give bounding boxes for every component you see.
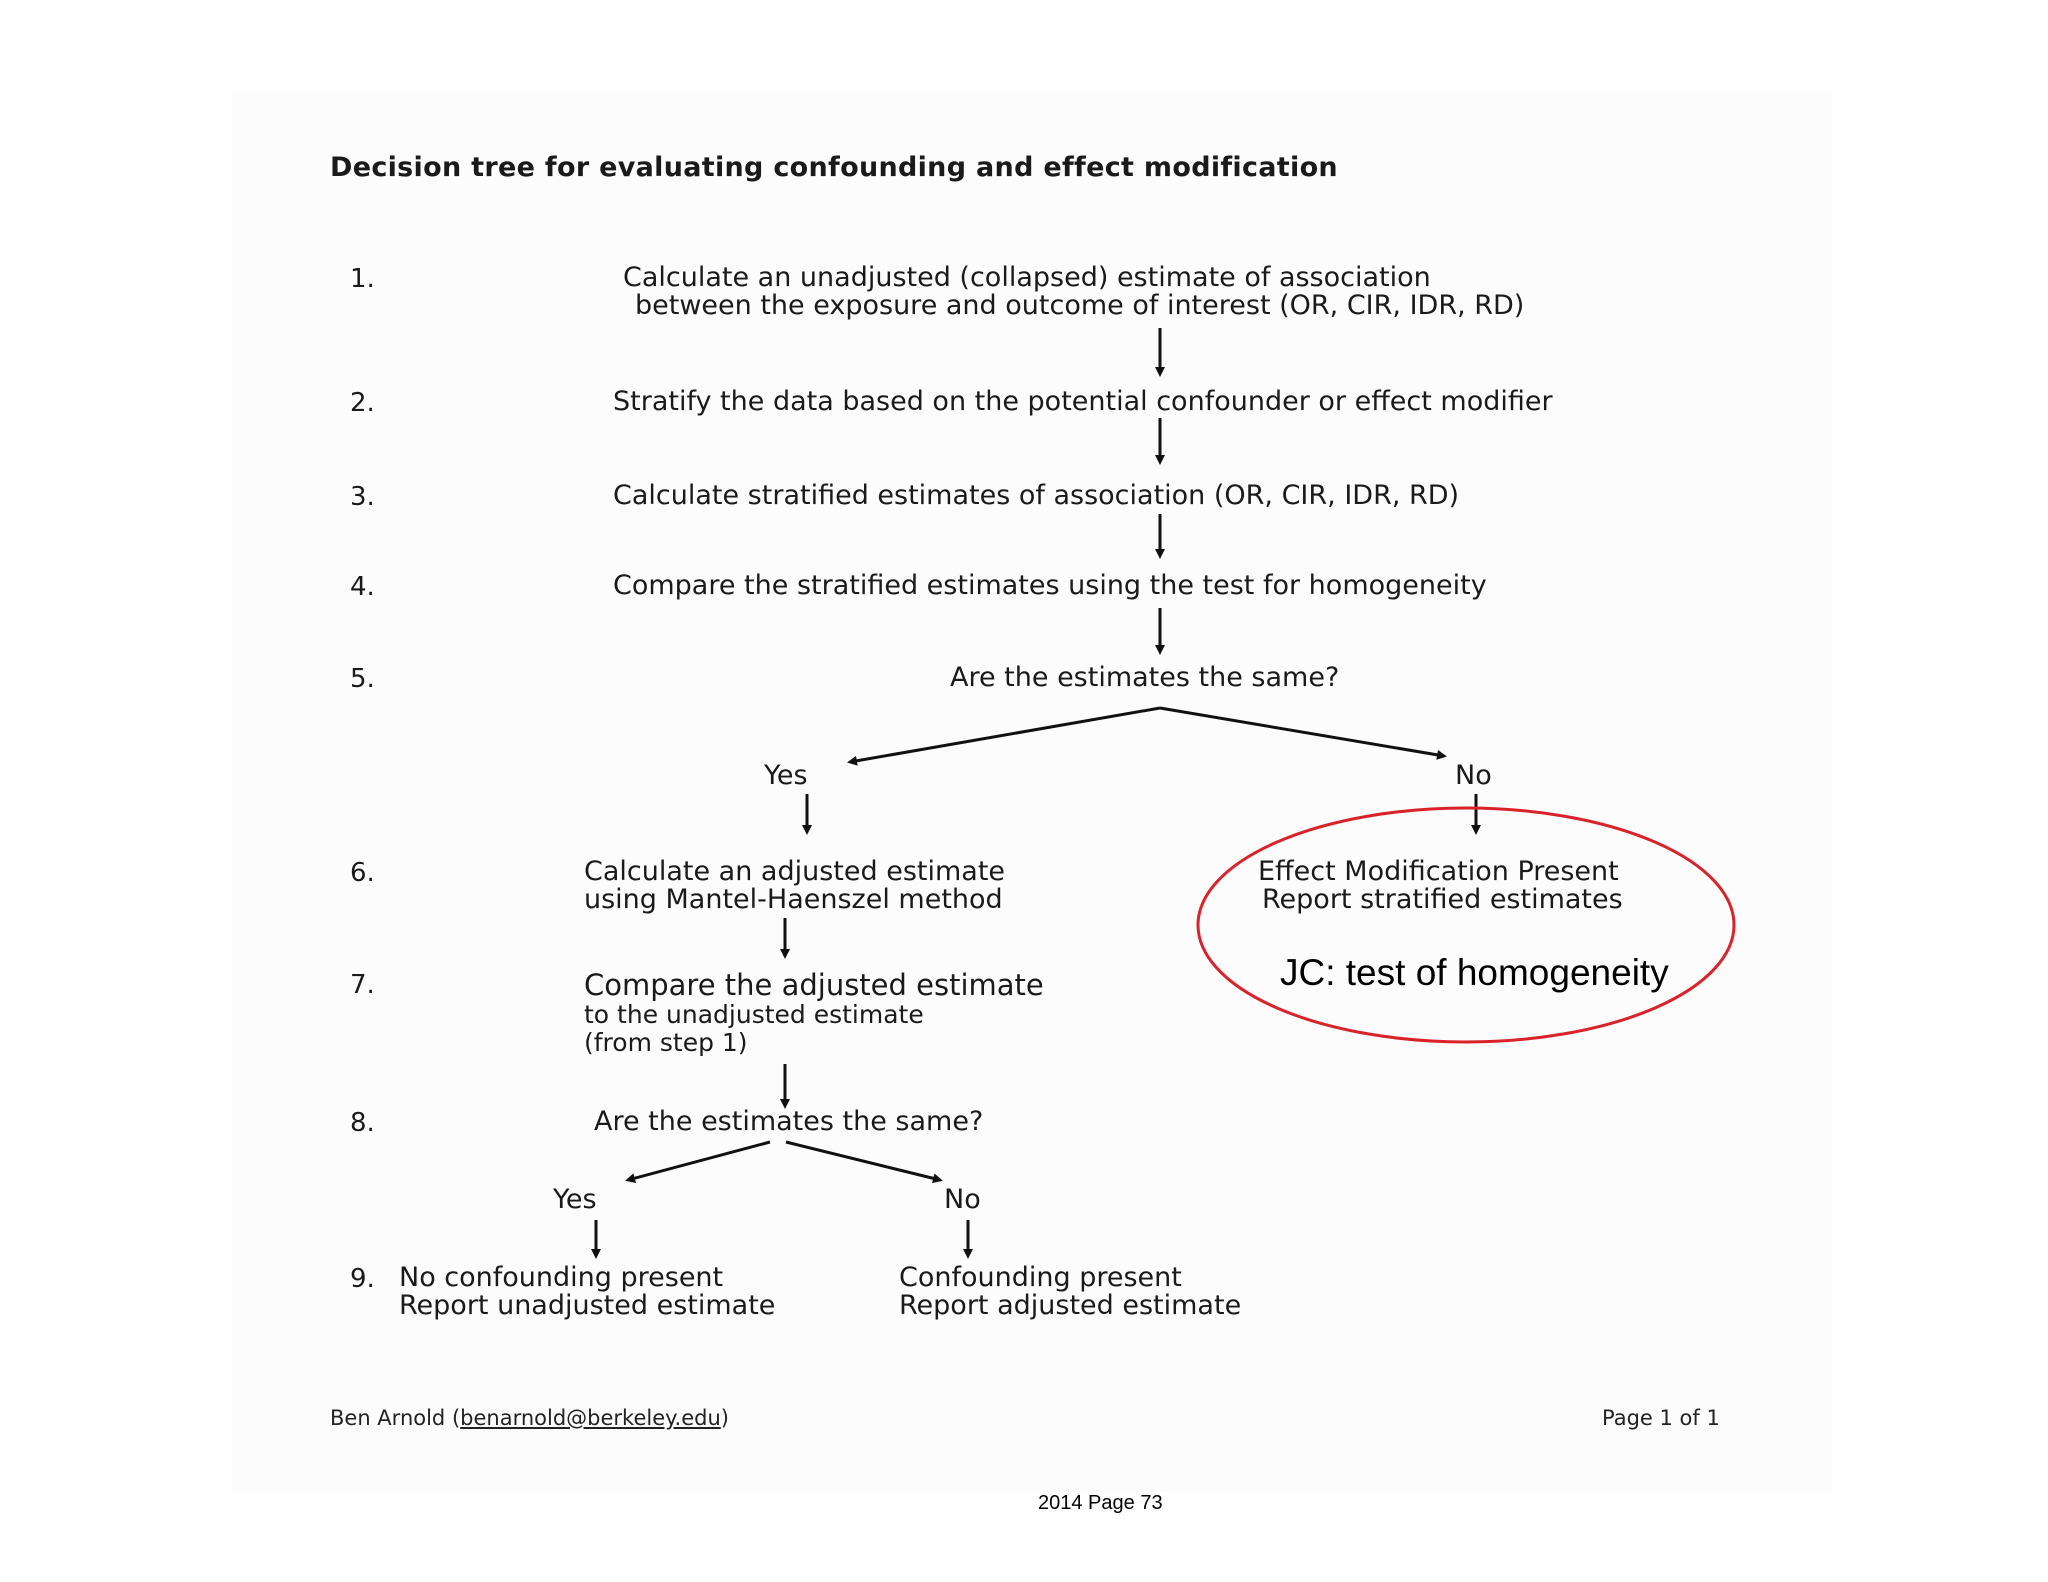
step7-line3: (from step 1): [584, 1028, 748, 1057]
step6-right-line1: Effect Modification Present: [1258, 856, 1619, 887]
step-number-3: 3.: [350, 482, 375, 512]
arrow-8-to-yes: [628, 1142, 770, 1180]
step6-right-line2: Report stratified estimates: [1262, 884, 1623, 915]
step5-no-label: No: [1455, 760, 1492, 791]
step8-no-label: No: [944, 1184, 981, 1215]
footer-email-link[interactable]: benarnold@berkeley.edu: [460, 1406, 721, 1430]
annotation-circle: [1198, 808, 1734, 1042]
step5-yes-label: Yes: [764, 760, 808, 791]
step5-question: Are the estimates the same?: [950, 662, 1340, 693]
step-number-2: 2.: [350, 388, 375, 418]
annotation-note: JC: test of homogeneity: [1280, 952, 1669, 993]
step8-question: Are the estimates the same?: [594, 1106, 984, 1137]
step9-left-line1: No confounding present: [399, 1262, 724, 1293]
page-label: 2014 Page 73: [1038, 1492, 1163, 1514]
step4-text: Compare the stratified estimates using the test for homogeneity: [613, 570, 1487, 601]
arrow-5-to-no: [1160, 708, 1444, 756]
footer-author: Ben Arnold (benarnold@berkeley.edu): [330, 1406, 729, 1430]
step-number-7: 7.: [350, 970, 375, 1000]
step9-right-line2: Report adjusted estimate: [899, 1290, 1242, 1321]
step9-left-line2: Report unadjusted estimate: [399, 1290, 776, 1321]
step-number-4: 4.: [350, 572, 375, 602]
page-title: Decision tree for evaluating confounding and effect modification: [330, 152, 1338, 183]
step3-text: Calculate stratified estimates of association (OR, CIR, IDR, RD): [613, 480, 1460, 511]
arrow-5-to-yes: [850, 708, 1160, 762]
step-number-6: 6.: [350, 858, 375, 888]
step1-line1: Calculate an unadjusted (collapsed) estimate of association: [623, 262, 1431, 293]
step-number-8: 8.: [350, 1108, 375, 1138]
step1-line2: between the exposure and outcome of interest (OR, CIR, IDR, RD): [635, 290, 1525, 321]
arrow-8-to-no: [786, 1142, 940, 1180]
footer-page-count: Page 1 of 1: [1602, 1406, 1720, 1430]
step-number-5: 5.: [350, 664, 375, 694]
step6-left-line1: Calculate an adjusted estimate: [584, 856, 1006, 887]
step7-line1: Compare the adjusted estimate: [584, 968, 1044, 1002]
step8-yes-label: Yes: [553, 1184, 597, 1215]
step7-line2: to the unadjusted estimate: [584, 1000, 924, 1029]
step-number-1: 1.: [350, 264, 375, 294]
step9-right-line1: Confounding present: [899, 1262, 1182, 1293]
step-number-9: 9.: [350, 1264, 375, 1294]
step2-text: Stratify the data based on the potential confounder or effect modifier: [613, 386, 1553, 417]
step6-left-line2: using Mantel-Haenszel method: [584, 884, 1003, 915]
